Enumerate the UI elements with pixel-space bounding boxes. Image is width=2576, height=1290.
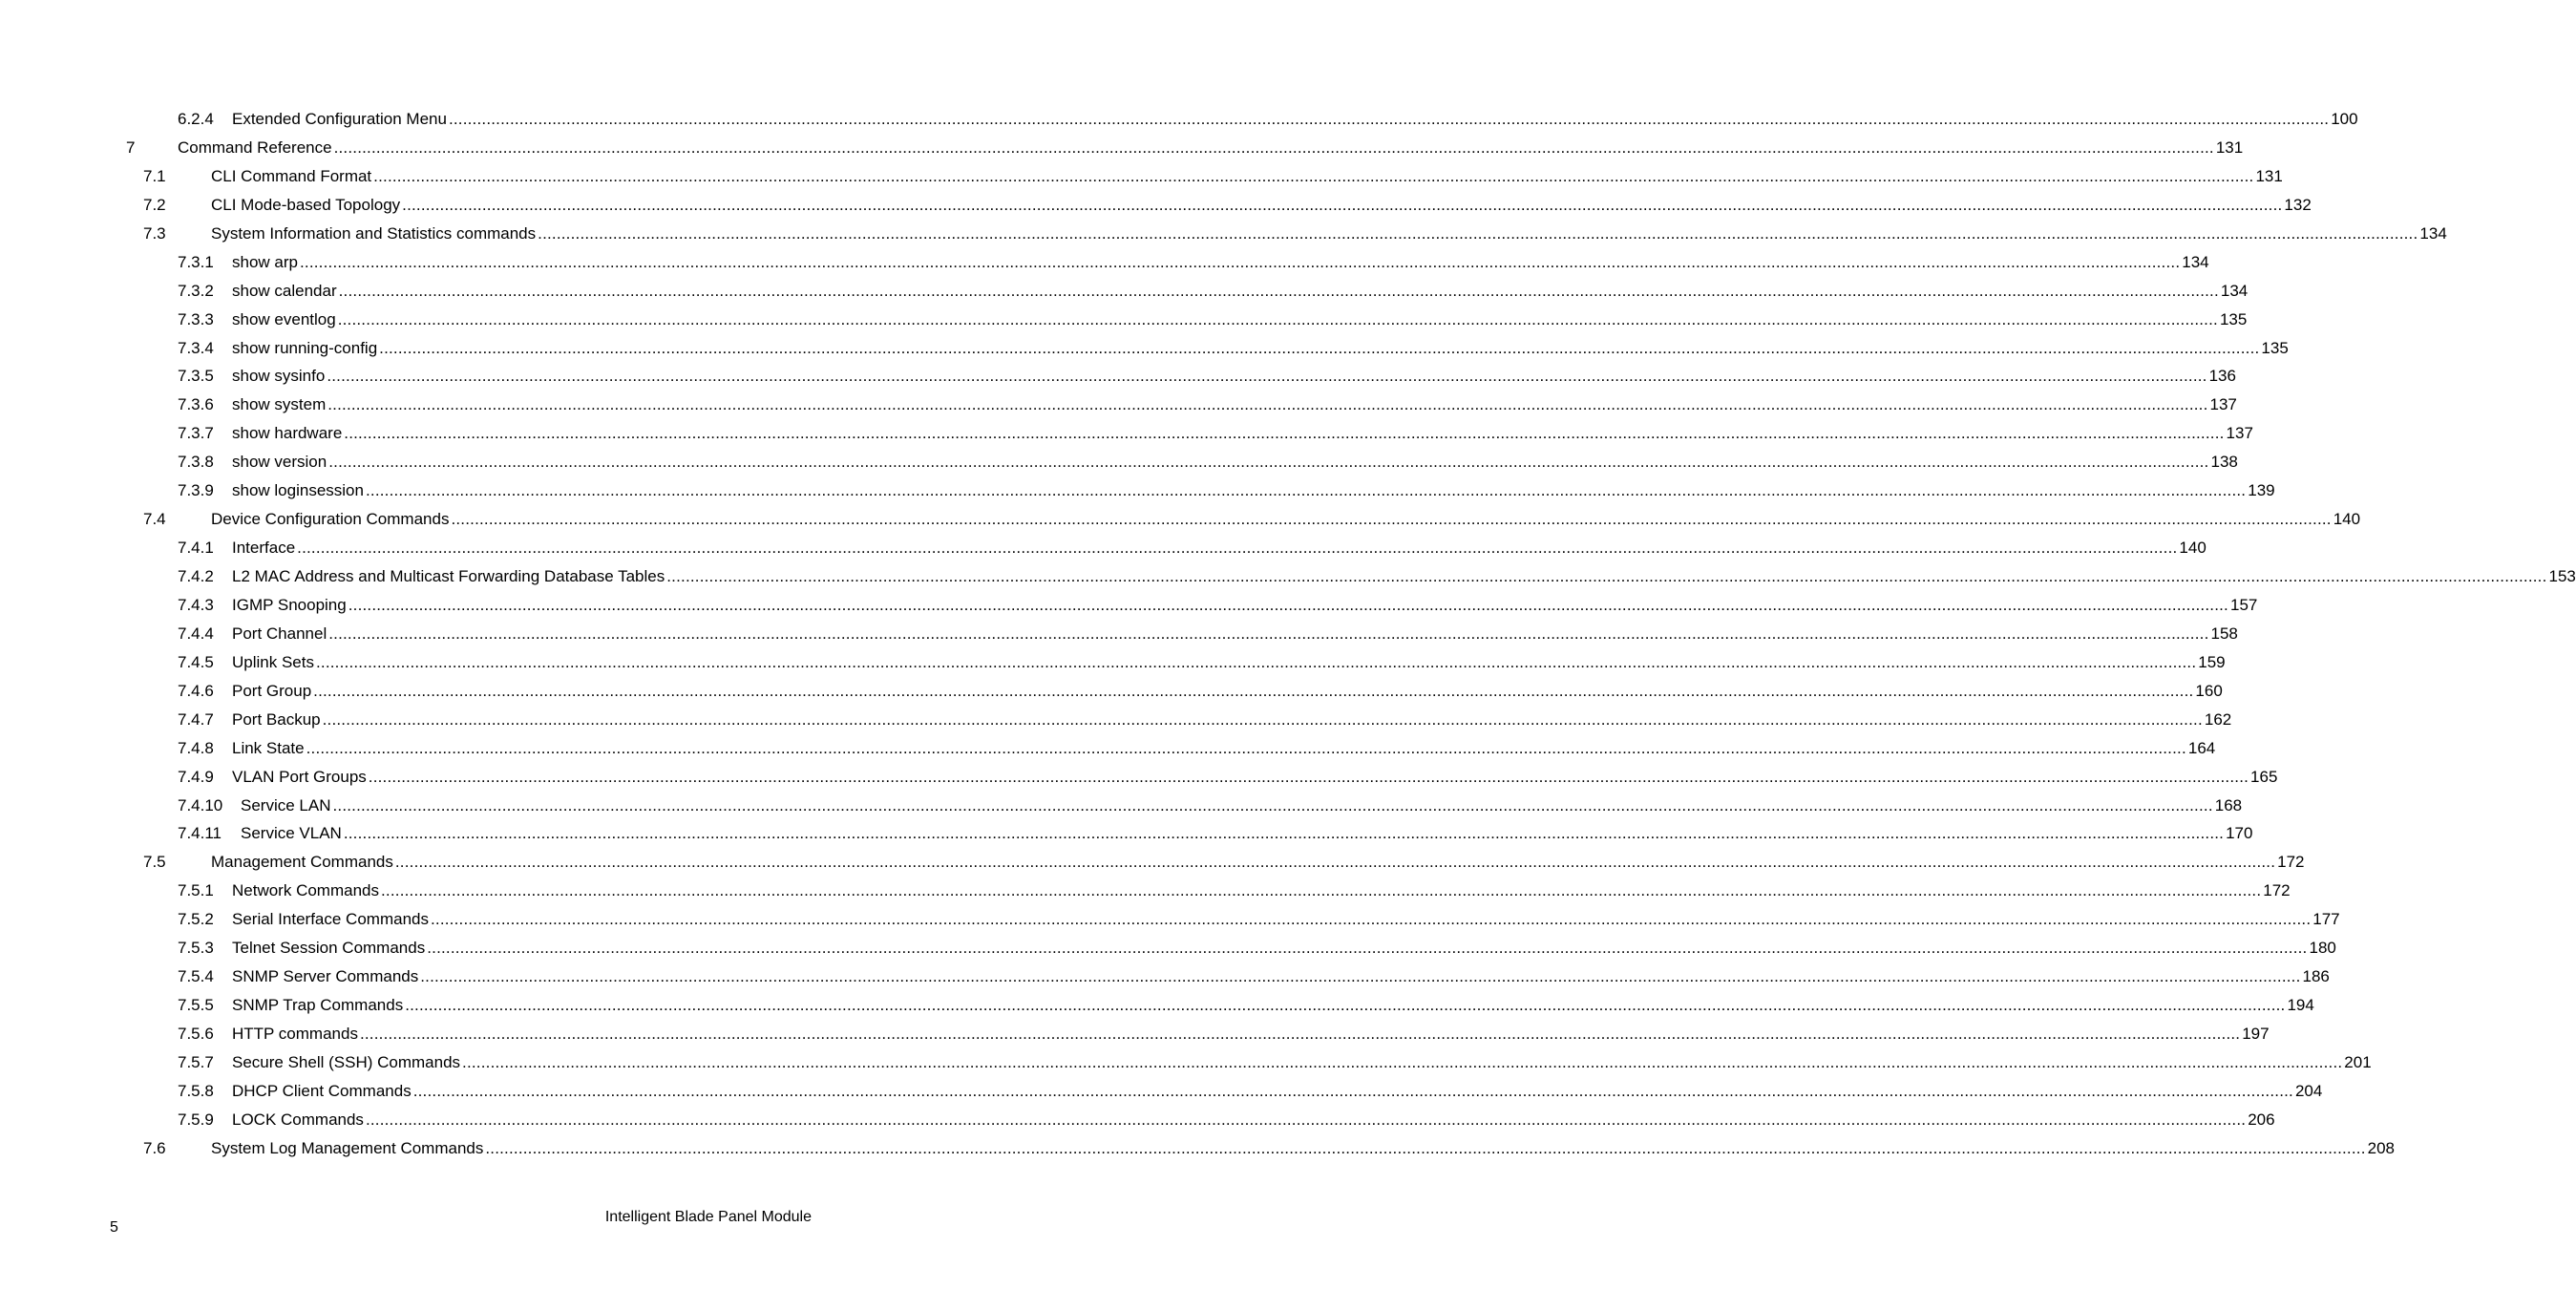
toc-entry-leader-line [232, 1081, 2323, 1101]
toc-dot-leader: ................................................................................................................................................................................................................................................................................................................................................................................................................ [538, 223, 2418, 243]
toc-entry-title: DHCP Client Commands [232, 1081, 412, 1100]
toc-entry-leader-line [232, 881, 2291, 900]
toc-entry-title: Port Backup [232, 709, 321, 729]
toc-entry-title: show calendar [232, 281, 337, 300]
toc-entry-leader-line [232, 738, 2216, 758]
toc-entry-number: 7.5 [143, 853, 166, 872]
toc-entry[interactable] [0, 248, 2209, 277]
toc-entry-title: Port Group [232, 681, 312, 700]
toc-entry-leader-line [232, 367, 2236, 386]
toc-entry-title: Device Configuration Commands [211, 510, 450, 529]
toc-entry-title: Interface [232, 539, 296, 558]
toc-dot-leader: ................................................................................................................................................................................................................................................................................................................................................................................................................ [381, 881, 2262, 900]
toc-entry-title: CLI Mode-based Topology [211, 195, 401, 214]
toc-entry[interactable] [0, 648, 2226, 677]
toc-entry-leader-line [232, 110, 2358, 129]
toc-entry-number: 7.4.1 [178, 539, 214, 558]
toc-dot-leader: ................................................................................................................................................................................................................................................................................................................................................................................................................ [333, 137, 2214, 157]
toc-entry-page: 138 [2210, 453, 2238, 472]
toc-entry-leader-line [232, 624, 2238, 644]
table-of-contents [0, 105, 2576, 1163]
toc-entry[interactable] [0, 819, 2253, 848]
toc-dot-leader: ................................................................................................................................................................................................................................................................................................................................................................................................................ [379, 338, 2260, 357]
toc-entry-leader-line [232, 281, 2249, 301]
toc-dot-leader: ................................................................................................................................................................................................................................................................................................................................................................................................................ [394, 853, 2276, 872]
toc-entry-leader-line [211, 223, 2447, 243]
toc-entry[interactable] [0, 1020, 2270, 1048]
toc-entry-leader-line [232, 252, 2209, 272]
toc-entry[interactable] [0, 534, 2206, 562]
toc-entry[interactable] [0, 962, 2330, 991]
toc-entry-page: 168 [2214, 795, 2243, 814]
toc-entry[interactable] [0, 362, 2236, 391]
toc-entry-number: 7.5.8 [178, 1081, 214, 1100]
toc-entry-title: SNMP Trap Commands [232, 996, 404, 1015]
toc-dot-leader: ................................................................................................................................................................................................................................................................................................................................................................................................................ [299, 252, 2181, 271]
toc-entry-number: 7.4.4 [178, 624, 214, 643]
toc-entry-number: 7.4.8 [178, 738, 214, 757]
toc-entry-title: Extended Configuration Menu [232, 110, 447, 128]
toc-entry-page: 135 [2261, 338, 2289, 357]
toc-entry[interactable] [0, 134, 2244, 162]
toc-entry-number: 7.1 [143, 166, 166, 185]
toc-entry-number: 7.6 [143, 1138, 166, 1157]
toc-entry-leader-line [232, 481, 2275, 500]
toc-dot-leader: ................................................................................................................................................................................................................................................................................................................................................................................................................ [448, 110, 2330, 128]
toc-entry-number: 7.5.1 [178, 881, 214, 900]
toc-entry-page: 159 [2198, 652, 2226, 671]
toc-dot-leader: ................................................................................................................................................................................................................................................................................................................................................................................................................ [373, 166, 2254, 185]
toc-entry-number: 7.4.5 [178, 652, 214, 671]
toc-dot-leader: ................................................................................................................................................................................................................................................................................................................................................................................................................ [666, 567, 2547, 585]
toc-entry-title: IGMP Snooping [232, 595, 347, 614]
toc-entry-page: 180 [2309, 939, 2336, 958]
toc-dot-leader: ................................................................................................................................................................................................................................................................................................................................................................................................................ [297, 539, 2178, 558]
toc-entry[interactable] [0, 334, 2289, 363]
toc-entry[interactable] [0, 419, 2253, 448]
toc-entry-number: 7.3.9 [178, 481, 214, 500]
toc-entry[interactable] [0, 476, 2275, 505]
toc-entry[interactable] [0, 848, 2305, 877]
toc-entry[interactable] [0, 220, 2447, 248]
toc-dot-leader: ................................................................................................................................................................................................................................................................................................................................................................................................................ [368, 767, 2249, 786]
toc-entry-leader-line [211, 166, 2283, 186]
toc-dot-leader: ................................................................................................................................................................................................................................................................................................................................................................................................................ [348, 595, 2228, 614]
toc-entry-leader-line [241, 824, 2253, 843]
toc-dot-leader: ................................................................................................................................................................................................................................................................................................................................................................................................................ [462, 1052, 2343, 1071]
toc-entry-page: 134 [2419, 223, 2447, 243]
toc-dot-leader: ................................................................................................................................................................................................................................................................................................................................................................................................................ [451, 510, 2332, 529]
toc-entry-number: 7.5.6 [178, 1025, 214, 1043]
toc-entry-number: 7.4.11 [178, 824, 222, 843]
toc-entry[interactable] [0, 1077, 2323, 1106]
toc-entry-title: show loginsession [232, 481, 364, 500]
toc-dot-leader: ................................................................................................................................................................................................................................................................................................................................................................................................................ [332, 795, 2213, 814]
toc-dot-leader: ................................................................................................................................................................................................................................................................................................................................................................................................................ [359, 1025, 2241, 1043]
toc-entry-number: 7.5.4 [178, 967, 214, 986]
toc-entry-leader-line [232, 681, 2223, 701]
toc-entry-leader-line [232, 939, 2336, 958]
toc-entry[interactable] [0, 763, 2278, 792]
toc-entry-leader-line [232, 453, 2238, 472]
toc-dot-leader: ................................................................................................................................................................................................................................................................................................................................................................................................................ [328, 453, 2209, 472]
toc-entry-leader-line [178, 137, 2244, 158]
toc-entry-number: 7 [126, 137, 136, 157]
toc-entry-number: 7.4.7 [178, 709, 214, 729]
toc-entry-number: 7.3.2 [178, 281, 214, 300]
toc-entry-title: show version [232, 453, 327, 472]
toc-entry-page: 204 [2294, 1081, 2323, 1100]
toc-entry-title: Management Commands [211, 853, 393, 872]
toc-dot-leader: ................................................................................................................................................................................................................................................................................................................................................................................................................ [427, 939, 2308, 958]
toc-entry-number: 7.5.2 [178, 910, 214, 929]
toc-entry-page: 201 [2344, 1052, 2372, 1071]
toc-dot-leader: ................................................................................................................................................................................................................................................................................................................................................................................................................ [365, 1110, 2247, 1129]
toc-entry[interactable] [0, 306, 2248, 334]
toc-entry-title: show arp [232, 252, 298, 271]
toc-entry-title: Service VLAN [241, 824, 342, 843]
toc-entry-page: 137 [2226, 424, 2253, 443]
toc-entry-leader-line [232, 424, 2253, 443]
toc-entry-page: 131 [2255, 166, 2283, 185]
toc-entry-number: 7.5.5 [178, 996, 214, 1015]
toc-entry-number: 6.2.4 [178, 110, 214, 128]
toc-entry-title: Command Reference [178, 137, 332, 157]
toc-entry[interactable] [0, 1134, 2395, 1163]
toc-entry-title: show hardware [232, 424, 343, 443]
toc-entry-leader-line [232, 967, 2330, 986]
toc-entry-page: 157 [2229, 595, 2258, 614]
toc-entry-leader-line [232, 910, 2340, 929]
toc-entry[interactable] [0, 877, 2291, 905]
toc-entry-leader-line [232, 652, 2226, 672]
toc-entry-number: 7.3.8 [178, 453, 214, 472]
toc-entry[interactable] [0, 277, 2249, 306]
toc-entry-number: 7.3.6 [178, 395, 214, 414]
toc-entry-title: VLAN Port Groups [232, 767, 367, 786]
toc-entry[interactable] [0, 1048, 2372, 1077]
toc-entry-number: 7.4 [143, 510, 166, 529]
toc-entry-number: 7.3.1 [178, 252, 214, 271]
toc-entry-title: System Log Management Commands [211, 1138, 484, 1157]
toc-entry-page: 170 [2226, 824, 2253, 843]
toc-entry[interactable] [0, 391, 2237, 419]
toc-entry-page: 208 [2367, 1138, 2395, 1157]
toc-entry-title: Port Channel [232, 624, 327, 643]
toc-entry-page: 135 [2219, 309, 2248, 328]
toc-entry-page: 186 [2302, 967, 2330, 986]
toc-entry-page: 134 [2220, 281, 2249, 300]
toc-entry-number: 7.5.7 [178, 1052, 214, 1071]
toc-entry-page: 132 [2284, 195, 2312, 214]
toc-entry-number: 7.4.9 [178, 767, 214, 786]
toc-entry[interactable] [0, 162, 2283, 191]
footer-document-title: Intelligent Blade Panel Module [604, 1209, 812, 1225]
toc-entry-leader-line [232, 395, 2237, 414]
toc-entry-page: 153 [2548, 567, 2576, 585]
toc-entry-page: 197 [2242, 1025, 2270, 1043]
toc-entry[interactable] [0, 620, 2238, 648]
toc-entry-number: 7.3.4 [178, 338, 214, 357]
toc-entry[interactable] [0, 505, 2361, 534]
toc-entry-leader-line [232, 709, 2232, 730]
toc-dot-leader: ................................................................................................................................................................................................................................................................................................................................................................................................................ [328, 624, 2209, 643]
toc-dot-leader: ................................................................................................................................................................................................................................................................................................................................................................................................................ [327, 367, 2207, 386]
toc-dot-leader: ................................................................................................................................................................................................................................................................................................................................................................................................................ [430, 910, 2312, 929]
toc-entry-title: HTTP commands [232, 1025, 358, 1043]
toc-dot-leader: ................................................................................................................................................................................................................................................................................................................................................................................................................ [306, 738, 2186, 757]
toc-entry-page: 160 [2195, 681, 2223, 700]
toc-entry-number: 7.3.3 [178, 309, 214, 328]
toc-entry-title: Serial Interface Commands [232, 910, 429, 929]
toc-entry-leader-line [232, 1052, 2372, 1072]
toc-entry-leader-line [211, 195, 2312, 215]
toc-dot-leader: ................................................................................................................................................................................................................................................................................................................................................................................................................ [412, 1081, 2293, 1100]
toc-entry[interactable] [0, 191, 2312, 220]
toc-entry-page: 100 [2331, 110, 2358, 128]
toc-dot-leader: ................................................................................................................................................................................................................................................................................................................................................................................................................ [322, 709, 2203, 729]
toc-entry-number: 7.4.10 [178, 795, 223, 814]
footer-page-number: 5 [110, 1219, 118, 1236]
toc-entry-leader-line [211, 1138, 2395, 1158]
toc-entry-number: 7.3.7 [178, 424, 214, 443]
toc-entry-leader-line [232, 595, 2258, 615]
toc-dot-leader: ................................................................................................................................................................................................................................................................................................................................................................................................................ [313, 681, 2194, 700]
toc-entry-page: 139 [2248, 481, 2275, 500]
toc-entry-page: 140 [2179, 539, 2206, 558]
toc-entry-leader-line [232, 567, 2576, 586]
toc-entry-title: SNMP Server Commands [232, 967, 419, 986]
toc-entry-page: 137 [2209, 395, 2237, 414]
toc-entry[interactable] [0, 991, 2314, 1020]
toc-entry[interactable] [0, 792, 2243, 820]
toc-entry-page: 131 [2215, 137, 2244, 157]
toc-entry-title: System Information and Statistics commands [211, 223, 537, 243]
toc-entry-title: CLI Command Format [211, 166, 372, 185]
toc-dot-leader: ................................................................................................................................................................................................................................................................................................................................................................................................................ [343, 824, 2225, 843]
toc-entry-leader-line [232, 539, 2206, 558]
toc-entry-number: 7.3 [143, 223, 166, 243]
toc-dot-leader: ................................................................................................................................................................................................................................................................................................................................................................................................................ [485, 1138, 2366, 1157]
toc-entry[interactable] [0, 905, 2340, 934]
toc-entry-page: 206 [2248, 1110, 2275, 1129]
toc-entry-title: Telnet Session Commands [232, 939, 426, 958]
toc-entry-title: Secure Shell (SSH) Commands [232, 1052, 461, 1071]
toc-entry[interactable] [0, 734, 2216, 763]
toc-entry[interactable] [0, 706, 2232, 734]
toc-entry[interactable] [0, 105, 2358, 134]
toc-entry-leader-line [232, 1025, 2270, 1044]
toc-dot-leader: ................................................................................................................................................................................................................................................................................................................................................................................................................ [365, 481, 2247, 500]
toc-entry-page: 194 [2287, 996, 2314, 1015]
toc-entry-title: show eventlog [232, 309, 336, 328]
toc-entry-page: 162 [2204, 709, 2232, 729]
toc-entry-title: Link State [232, 738, 305, 757]
toc-entry-leader-line [232, 309, 2248, 329]
toc-entry-title: show running-config [232, 338, 378, 357]
toc-entry-number: 7.5.3 [178, 939, 214, 958]
toc-entry-leader-line [241, 795, 2243, 815]
toc-entry-number: 7.4.3 [178, 595, 214, 614]
toc-entry-page: 136 [2208, 367, 2236, 386]
toc-dot-leader: ................................................................................................................................................................................................................................................................................................................................................................................................................ [315, 652, 2197, 671]
toc-entry[interactable] [0, 677, 2223, 706]
toc-entry-title: Uplink Sets [232, 652, 314, 671]
toc-entry-leader-line [211, 510, 2361, 529]
toc-entry-title: Network Commands [232, 881, 379, 900]
toc-entry-page: 134 [2182, 252, 2209, 271]
toc-entry[interactable] [0, 562, 2576, 591]
toc-entry-title: LOCK Commands [232, 1110, 364, 1129]
toc-entry-leader-line [232, 996, 2314, 1015]
toc-dot-leader: ................................................................................................................................................................................................................................................................................................................................................................................................................ [327, 395, 2208, 414]
toc-entry-page: 165 [2250, 767, 2278, 786]
toc-entry[interactable] [0, 591, 2258, 620]
toc-entry-title: show system [232, 395, 327, 414]
toc-entry-page: 158 [2210, 624, 2238, 643]
toc-entry-leader-line [232, 1110, 2275, 1130]
toc-dot-leader: ................................................................................................................................................................................................................................................................................................................................................................................................................ [338, 281, 2219, 300]
toc-dot-leader: ................................................................................................................................................................................................................................................................................................................................................................................................................ [420, 967, 2301, 986]
toc-entry-number: 7.3.5 [178, 367, 214, 386]
toc-entry[interactable] [0, 448, 2238, 476]
toc-entry-number: 7.4.6 [178, 681, 214, 700]
toc-dot-leader: ................................................................................................................................................................................................................................................................................................................................................................................................................ [337, 309, 2218, 328]
toc-entry[interactable] [0, 934, 2336, 962]
toc-dot-leader: ................................................................................................................................................................................................................................................................................................................................................................................................................ [405, 996, 2286, 1015]
toc-entry-number: 7.4.2 [178, 567, 214, 585]
toc-entry-title: show sysinfo [232, 367, 326, 386]
toc-entry-leader-line [232, 338, 2289, 358]
toc-entry-page: 172 [2263, 881, 2291, 900]
toc-entry-page: 164 [2187, 738, 2216, 757]
toc-entry-page: 177 [2312, 910, 2340, 929]
toc-entry-number: 7.5.9 [178, 1110, 214, 1129]
toc-entry-page: 140 [2333, 510, 2361, 529]
toc-dot-leader: ................................................................................................................................................................................................................................................................................................................................................................................................................ [402, 195, 2283, 214]
toc-entry-leader-line [211, 853, 2305, 872]
toc-entry-title: Service LAN [241, 795, 331, 814]
toc-entry-leader-line [232, 767, 2278, 787]
toc-entry-title: L2 MAC Address and Multicast Forwarding Database Tables [232, 567, 665, 585]
toc-dot-leader: ................................................................................................................................................................................................................................................................................................................................................................................................................ [344, 424, 2225, 443]
toc-entry-number: 7.2 [143, 195, 166, 214]
toc-entry-page: 172 [2277, 853, 2305, 872]
toc-entry[interactable] [0, 1106, 2275, 1134]
